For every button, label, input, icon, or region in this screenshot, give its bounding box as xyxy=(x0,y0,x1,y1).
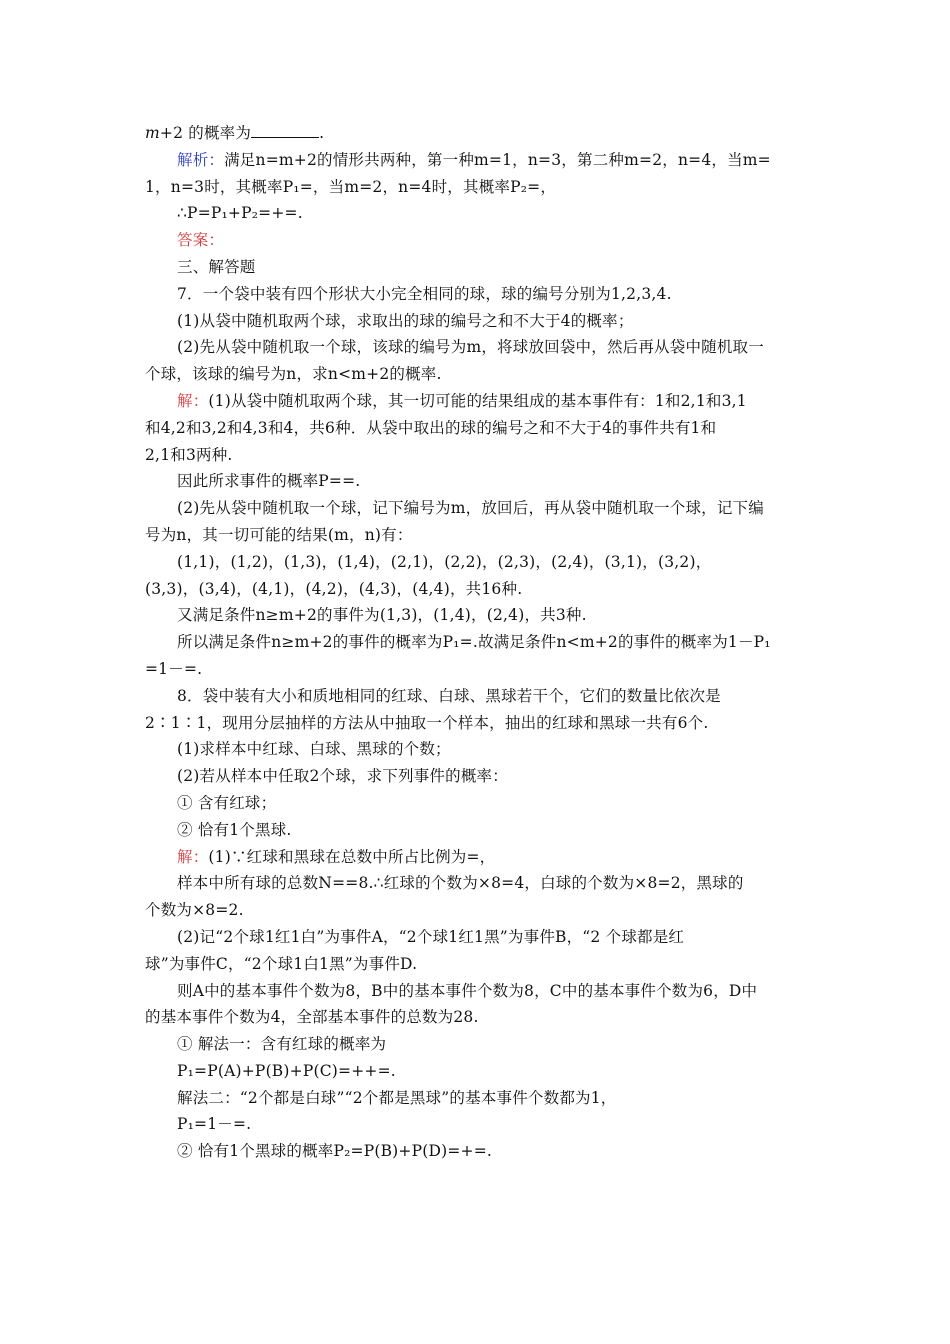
p7-sol2-line-3: (1,1)，(1,2)，(1,3)，(1,4)，(2,1)，(2,2)，(2,3)，(2,4)，(3,1)，(3,2)， xyxy=(177,552,712,571)
p6-prefix-text: +2 的概率为 xyxy=(159,124,252,142)
p8-m2-line-1: 解法二：“2个都是白球”“2个都是黑球”的基本事件个数都为1， xyxy=(177,1088,617,1107)
p8-sol2-line-1: (2)记“2个球1红1白”为事件A，“2个球1红1黑”为事件B，“2 个球都是红 xyxy=(177,927,685,946)
p6-line-4: ∴P=P₁+P₂=+=. xyxy=(177,204,303,223)
p8-b-line-1: ② 恰有1个黑球的概率P₂=P(B)+P(D)=+=. xyxy=(177,1142,493,1161)
p7-sol-label: 解： xyxy=(177,391,209,410)
p7-q1: (1)从袋中随机取两个球，求取出的球的编号之和不大于4的概率； xyxy=(177,311,634,330)
section-title: 三、解答题 xyxy=(177,257,256,276)
p8-q2a: ① 含有红球； xyxy=(177,793,277,812)
p7-sol2-line-6: 所以满足条件n≥m+2的事件的概率为P₁=.故满足条件n<m+2的事件的概率为1－P₁ xyxy=(177,633,771,652)
p8-stem-line-1: 8．袋中装有大小和质地相同的红球、白球、黑球若干个，它们的数量比依次是 xyxy=(177,686,721,705)
p6-line-2 xyxy=(145,147,810,174)
p6-line-3: 1，n=3时，其概率P₁=，当m=2，n=4时，其概率P₂=， xyxy=(145,177,557,196)
p8-sol2-line-4: 的基本事件个数为4，全部基本事件的总数为28. xyxy=(145,1008,479,1027)
p7-sol-line-1 xyxy=(145,388,810,415)
p8-m1-line-1: ① 解法一：含有红球的概率为 xyxy=(177,1035,387,1054)
jiexi-label: 解析： xyxy=(177,150,225,169)
p8-q2: (2)若从样本中任取2个球，求下列事件的概率： xyxy=(177,767,508,786)
p7-sol2-line-5: 又满足条件n≥m+2的事件为(1,3)，(1,4)，(2,4)，共3种. xyxy=(177,606,587,625)
p6-blank-suffix: . xyxy=(319,124,325,142)
p7-stem: 7．一个袋中装有四个形状大小完全相同的球，球的编号分别为1,2,3,4. xyxy=(177,284,672,303)
p7-q2-line-2: 个球，该球的编号为n，求n<m+2的概率. xyxy=(145,365,442,384)
p7-sol-line-3: 2,1和3两种. xyxy=(145,445,233,464)
p8-sol2-line-3: 则A中的基本事件个数为8，B中的基本事件个数为8，C中的基本事件个数为6，D中 xyxy=(177,981,758,1000)
p7-sol2-line-1: (2)先从袋中随机取一个球，记下编号为m，放回后，再从袋中随机取一个球，记下编 xyxy=(177,499,764,518)
p8-sol-line-2: 样本中所有球的总数N==8.∴红球的个数为×8=4，白球的个数为×8=2，黑球的 xyxy=(177,874,744,893)
answer-label: 答案： xyxy=(177,231,225,250)
p8-q1: (1)求样本中红球、白球、黑球的个数； xyxy=(177,740,451,759)
p7-q2-line-1: (2)先从袋中随机取一个球，该球的编号为m，将球放回袋中，然后再从袋中随机取一 xyxy=(177,338,764,357)
p8-sol-label: 解： xyxy=(177,847,209,866)
p8-q2b: ② 恰有1个黑球. xyxy=(177,820,292,839)
document-content xyxy=(145,120,810,1165)
p8-sol-line-3: 个数为×8=2. xyxy=(145,901,244,920)
p8-sol2-line-2: 球”为事件C，“2个球1白1黑”为事件D. xyxy=(145,954,418,973)
p8-sol-text: (1)∵红球和黑球在总数中所占比例为=， xyxy=(208,847,496,866)
p6-line-1 xyxy=(145,120,810,147)
p7-sol2-line-4: (3,3)，(3,4)，(4,1)，(4,2)，(4,3)，(4,4)，共16种. xyxy=(145,579,523,598)
p7-sol2-line-7: =1－=. xyxy=(145,659,203,678)
p7-sol-line-4: 因此所求事件的概率P==. xyxy=(177,472,361,491)
p7-sol-line-2: 和4,2和3,2和4,3和4，共6种．从袋中取出的球的编号之和不大于4的事件共有1和 xyxy=(145,418,717,437)
answer-blank xyxy=(251,123,319,138)
p8-m1-line-2: P₁=P(A)+P(B)+P(C)=++=. xyxy=(177,1061,396,1080)
p8-stem-line-2: 2∶1∶1，现用分层抽样的方法从中抽取一个样本，抽出的红球和黑球一共有6个. xyxy=(145,713,709,732)
p7-sol2-line-2: 号为n，其一切可能的结果(m，n)有： xyxy=(145,525,413,544)
p6-var-m: m xyxy=(145,124,160,142)
p8-m2-line-2: P₁=1－=. xyxy=(177,1115,252,1134)
p8-sol-line-1 xyxy=(145,844,810,871)
p6-jiexi-text: 满足n=m+2的情形共两种，第一种m=1，n=3，第二种m=2，n=4，当m= xyxy=(224,150,771,169)
p7-sol-text: (1)从袋中随机取两个球，其一切可能的结果组成的基本事件有：1和2,1和3,1 xyxy=(208,391,747,410)
